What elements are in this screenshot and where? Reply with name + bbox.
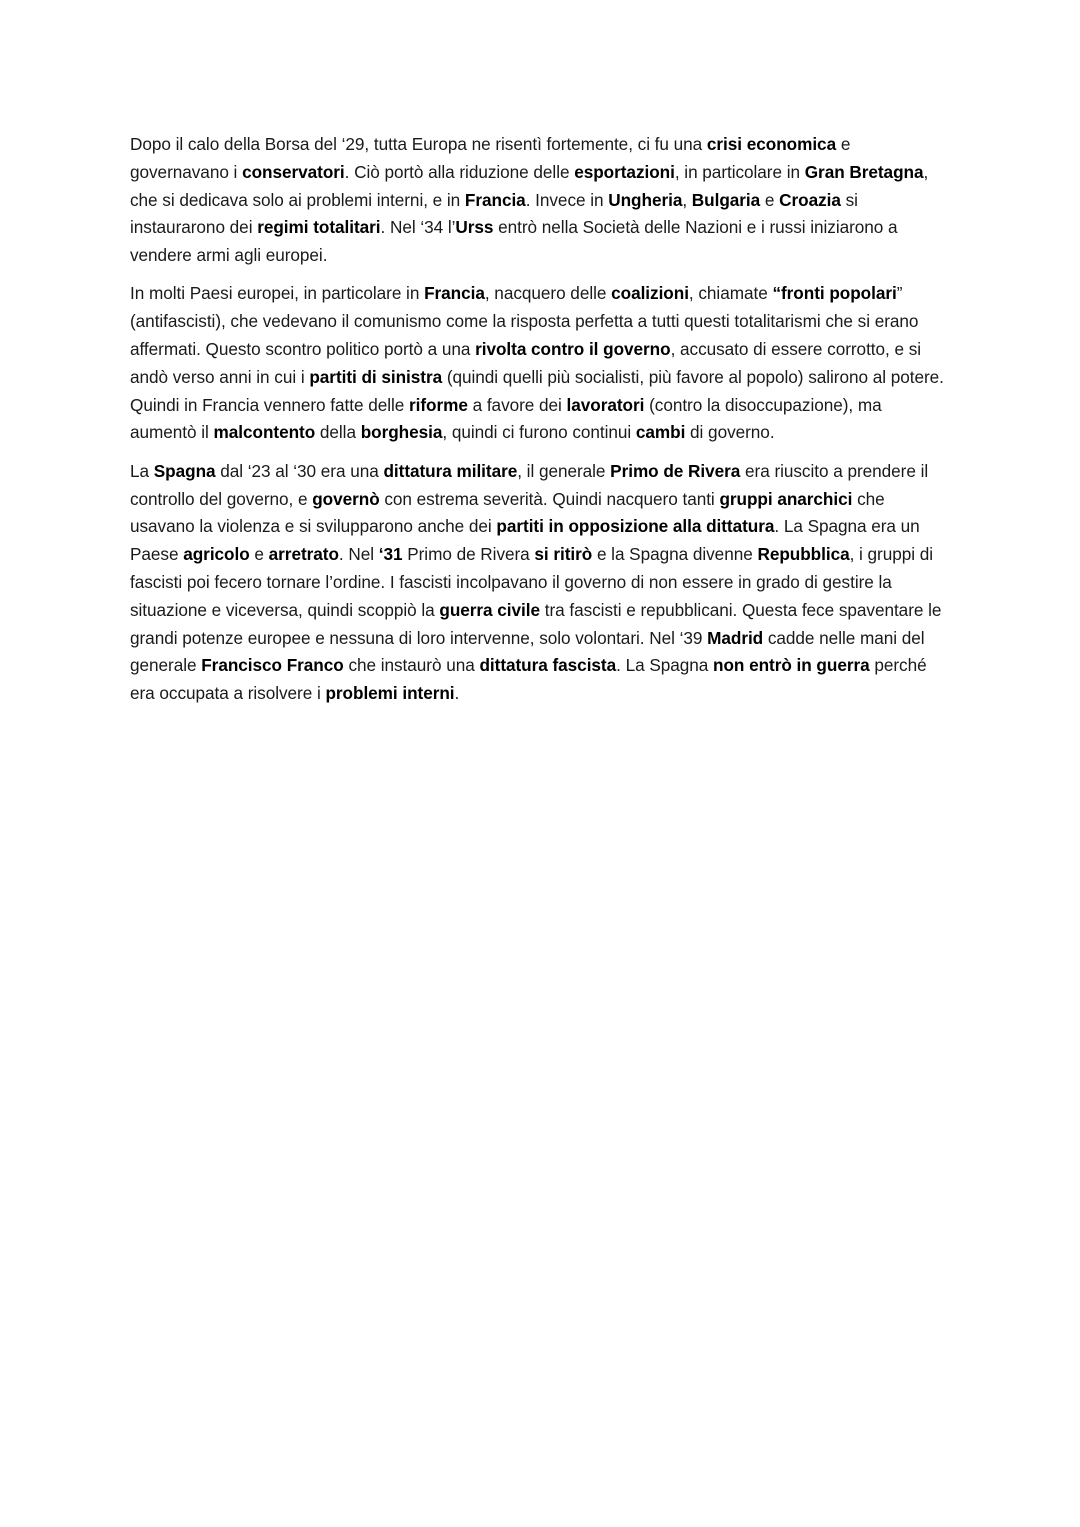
text-run: . Nel [338,544,379,565]
text-run: . Ciò portò alla riduzione delle [344,161,575,182]
text-run: , il generale [517,460,611,481]
bold-text-run: Bulgaria [691,189,761,210]
bold-text-run: conservatori [242,161,345,182]
paragraph-spagna [130,458,952,708]
text-run: dal ‘23 al ‘30 era una [215,460,384,481]
text-run: , quindi ci furono continui [442,422,636,443]
bold-text-run: Gran Bretagna [804,161,924,182]
bold-text-run: partiti in opposizione alla dittatura [496,516,775,537]
text-run: cadde nelle mani del generale [130,627,925,676]
text-run: , che si dedicava solo ai problemi interni, e in [130,161,929,210]
text-run: e [249,544,269,565]
bold-text-run: Ungheria [608,189,683,210]
text-run: perché era occupata a risolvere i [130,655,927,704]
text-run: che instaurò una [343,655,480,676]
bold-text-run: esportazioni [574,161,675,182]
bold-text-run: Francia [464,189,526,210]
bold-text-run: regimi totalitari [257,217,381,238]
text-run: si instaurarono dei [130,189,858,238]
text-run: (quindi quelli più socialisti, più favore al popolo) salirono al potere. Quindi in Francia vennero fatte delle [130,366,944,415]
bold-text-run: dittatura militare [383,460,518,481]
text-run: La [130,460,154,481]
bold-text-run: crisi economica [706,134,837,154]
bold-text-run: non entrò in guerra [713,655,870,676]
bold-text-run: “fronti popolari [772,283,897,304]
text-run: e [760,189,780,210]
text-run: e governavano i [130,134,851,182]
text-run: , in particolare in [674,161,805,182]
text-run: , i gruppi di fascisti poi fecero tornare l’ordine. I fascisti incolpavano il governo di non essere in grado di gestire la situazione e viceversa, quindi scoppiò la [130,544,934,620]
text-run: entrò nella Società delle Nazioni e i russi iniziarono a vendere armi agli europei. [130,217,898,266]
text-run: . Nel ‘34 l’ [380,217,456,238]
bold-text-run: partiti di sinistra [309,366,443,387]
text-run: Primo de Rivera [402,544,535,565]
text-run: , [682,189,692,210]
bold-text-run: Madrid [707,627,764,648]
text-run: ” (antifascisti), che vedevano il comunismo come la risposta perfetta a tutti questi totalitarismi che si erano affermati. Questo scontro politico portò a una [130,283,919,360]
bold-text-run: malcontento [213,422,316,443]
bold-text-run: coalizioni [611,283,689,304]
text-run: della [315,422,361,443]
text-run: con estrema severità. Quindi nacquero tanti [379,488,720,509]
text-run: a favore dei [467,394,567,415]
bold-text-run: guerra civile [439,599,540,620]
text-run: e la Spagna divenne [592,544,758,565]
bold-text-run: Croazia [779,189,841,210]
text-run: . La Spagna era un Paese [130,516,920,565]
text-run: Dopo il calo della Borsa del ‘29, tutta Europa ne risentì fortemente, ci fu una [130,134,707,154]
text-run: . La Spagna [616,655,714,676]
bold-text-run: Repubblica [757,544,850,565]
text-run: , chiamate [688,283,773,304]
bold-text-run: agricolo [183,544,250,565]
bold-text-run: arretrato [268,544,339,565]
text-run: di governo. [685,422,775,443]
text-run: . [454,683,460,704]
bold-text-run: Spagna [153,460,216,481]
paragraph-crisi-economica [130,131,952,270]
bold-text-run: Francia [424,283,485,304]
bold-text-run: dittatura fascista [479,655,617,676]
bold-text-run: problemi interni [325,683,455,704]
bold-text-run: Urss [455,217,494,238]
bold-text-run: governò [312,488,380,509]
paragraph-fronti-popolari [130,280,952,447]
bold-text-run: Primo de Rivera [610,460,741,481]
document-page [130,131,952,718]
bold-text-run: ‘31 [378,544,403,565]
text-run: . Invece in [525,189,609,210]
bold-text-run: si ritirò [534,544,593,565]
text-run: (contro la disoccupazione), ma aumentò il [130,394,882,443]
bold-text-run: Francisco Franco [201,655,344,676]
text-run: In molti Paesi europei, in particolare in [130,283,425,304]
text-run: , nacquero delle [484,283,612,304]
text-run: , accusato di essere corrotto, e si andò verso anni in cui i [130,339,922,387]
bold-text-run: rivolta contro il governo [475,339,671,360]
bold-text-run: lavoratori [566,394,645,415]
text-run: che usavano la violenza e si svilupparono anche dei [130,488,885,537]
bold-text-run: riforme [409,394,468,415]
text-run: era riuscito a prendere il controllo del governo, e [130,460,929,509]
bold-text-run: gruppi anarchici [719,488,853,509]
text-run: tra fascisti e repubblicani. Questa fece spaventare le grandi potenze europee e nessuna di loro intervenne, solo volontari. Nel ‘39 [130,599,942,648]
bold-text-run: cambi [635,422,686,443]
bold-text-run: borghesia [360,422,443,443]
